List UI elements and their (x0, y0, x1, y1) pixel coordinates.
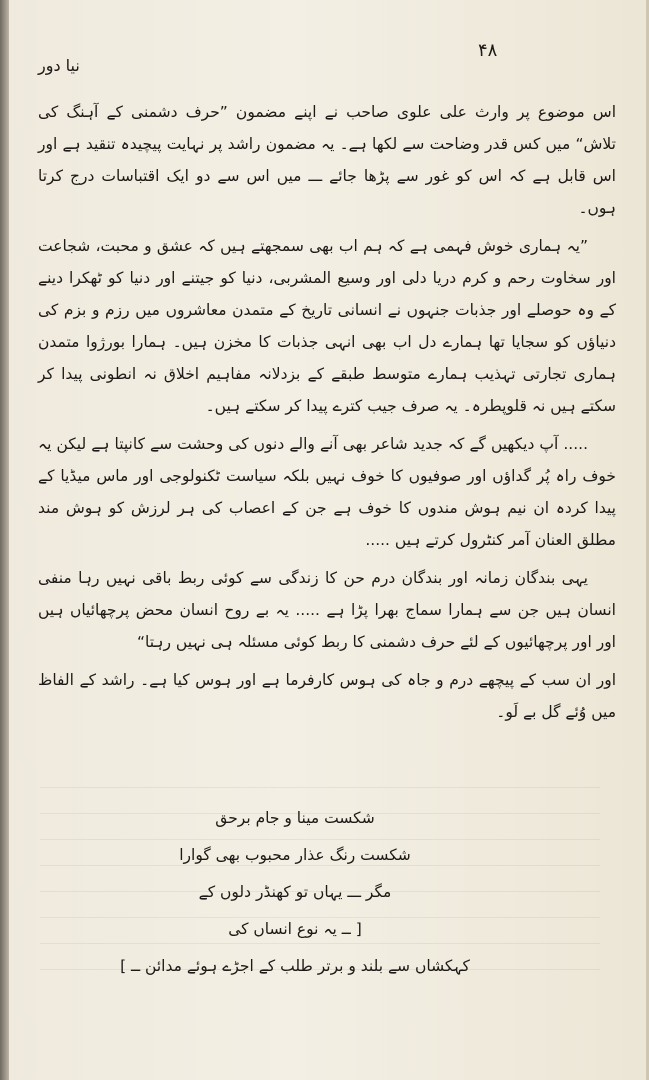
verse-line-5: کہکشاں سے بلند و برتر طلب کے اجڑے ہوئے مدائن ــ ] (120, 957, 470, 975)
verse-line-1: شکست مینا و جام برحق (215, 809, 375, 827)
page-number: ۴۸ (478, 40, 498, 61)
body-text (38, 96, 616, 728)
running-title: نیا دور (38, 56, 80, 75)
paragraph-quote-1: ”یہ ہماری خوش فہمی ہے کہ ہم اب بھی سمجھتے ہیں کہ عشق و محبت، شجاعت اور سخاوت رحم و کرم دریا دلی اور وسیع المشربی، دنیا کو جیتنے اور دنیا کو ٹھکرا دینے کے وہ حوصلے اور جذبات جنہوں نے انسانی تاریخ کے متمدن معاشروں میں رزم و بزم کی دنیاؤں کو سجایا تھا ہمارے دل اب بھی انہی جذبات کا مخزن ہیں۔ ہمارا بورژوا متمدن ہماری تجارتی تہذیب ہمارے متوسط طبقے کے بزدلانہ مفاہیم اخلاق نہ انطونی پیدا کر سکتے ہیں نہ قلوپطرہ۔ یہ صرف جیب کترے پیدا کر سکتے ہیں۔ (38, 237, 616, 415)
paragraph-transition: اور ان سب کے پیچھے درم و جاہ کی ہوس کارفرما ہے اور ہوس کیا ہے۔ راشد کے الفاظ میں وُئے گل بے لَو۔ (38, 671, 616, 721)
verse-block (100, 800, 490, 985)
paragraph-quote-2: ..... آپ دیکھیں گے کہ جدید شاعر بھی آنے والے دنوں کی وحشت سے کانپتا ہے لیکن یہ خوف راہ پُر گداؤں اور صوفیوں کا خوف نہیں بلکہ سیاست ٹکنولوجی اور ماس میڈیا کے پیدا کردہ ان نیم ہوش مندوں کا خوف ہے جن کے اعصاب کی ہر لرزش کو ہوش مند مطلق العنان آمر کنٹرول کرتے ہیں ..... (38, 435, 616, 549)
paragraph-intro: اس موضوع پر وارث علی علوی صاحب نے اپنے مضمون ”حرف دشمنی کے آہنگ کی تلاش“ میں کس قدر وضاحت سے لکھا ہے۔ یہ مضمون راشد پر نہایت پیچیدہ تنقید ہے اور اس قابل ہے کہ اس کو غور سے پڑھا جائے ـــ میں اس سے دو ایک اقتباسات درج کرتا ہوں۔ (38, 103, 616, 217)
book-spine-shadow (0, 0, 9, 1080)
verse-line-4: [ ــ یہ نوع انساں کی (228, 920, 362, 938)
verse-line-3: مگر ـــ یہاں تو کھنڈر دلوں کے (198, 883, 392, 901)
verse-line-2: شکست رنگ عذار محبوب بھی گوارا (179, 846, 411, 864)
paragraph-quote-3: یہی بندگان زمانہ اور بندگان درم حن کا زندگی سے کوئی ربط باقی نہیں رہا منفی انسان ہیں جن سے ہمارا سماج بھرا پڑا ہے ..... یہ بے روح انسان محض پرچھائیاں ہیں اور اور پرچھائیوں کے لئے حرف دشمنی کا ربط کوئی مسئلہ ہی نہیں رہتا“ (38, 569, 616, 651)
